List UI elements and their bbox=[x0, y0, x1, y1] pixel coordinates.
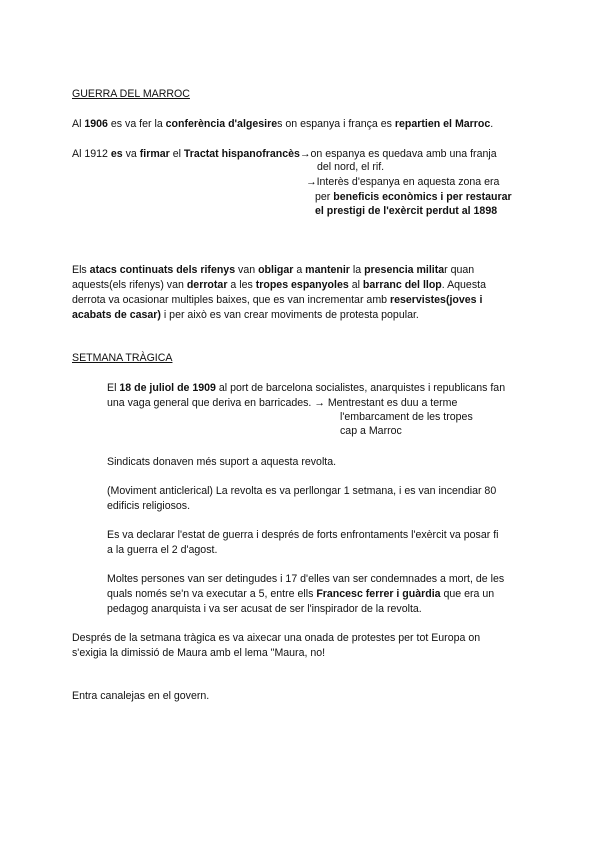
paragraph-tractat-line5: el prestigi de l'exèrcit perdut al 1898 bbox=[315, 205, 498, 217]
paragraph-vaga-line1: El 18 de juliol de 1909 al port de barcelona socialistes, anarquistes i republicans fan bbox=[107, 382, 506, 394]
paragraph-protestes-line1: Després de la setmana tràgica es va aixecar una onada de protestes per tot Europa on bbox=[72, 632, 481, 644]
paragraph-anticlerical-line2: edificis religiosos. bbox=[107, 500, 191, 512]
paragraph-vaga-line2: una vaga general que deriva en barricades. → Mentrestant es duu a terme bbox=[107, 397, 458, 409]
heading-guerra-del-marroc: GUERRA DEL MARROC bbox=[72, 88, 190, 100]
paragraph-sindicats: Sindicats donaven més suport a aquesta revolta. bbox=[107, 456, 337, 468]
paragraph-conferencia: Al 1906 es va fer la conferència d'algesires on espanya i frança es repartien el Marroc. bbox=[72, 118, 494, 130]
paragraph-estat-guerra-line1: Es va declarar l'estat de guerra i després de forts enfrontaments l'exèrcit va posar fi bbox=[107, 529, 499, 541]
paragraph-rifenys-line4: acabats de casar) i per això es van crear moviments de protesta popular. bbox=[72, 309, 419, 321]
paragraph-tractat-line3: →Interès d'espanya en aquesta zona era bbox=[306, 176, 500, 188]
paragraph-rifenys-line1: Els atacs continuats dels rifenys van obligar a mantenir la presencia militar quan bbox=[72, 264, 475, 276]
paragraph-anticlerical-line1: (Moviment anticlerical) La revolta es va perllongar 1 setmana, i es van incendiar 80 bbox=[107, 485, 497, 497]
paragraph-detingudes-line2: quals només se'n va executar a 5, entre ells Francesc ferrer i guàrdia que era un bbox=[107, 588, 495, 600]
paragraph-vaga-line3: l'embarcament de les tropes bbox=[340, 411, 473, 423]
paragraph-protestes-line2: s'exigia la dimissió de Maura amb el lema "Maura, no! bbox=[72, 647, 326, 659]
heading-setmana-tragica: SETMANA TRÀGICA bbox=[72, 352, 173, 364]
paragraph-rifenys-line3: derrota va ocasionar multiples baixes, que es van incrementar amb reservistes(joves i bbox=[72, 294, 483, 306]
paragraph-tractat-line4: per beneficis econòmics i per restaurar bbox=[315, 191, 512, 203]
paragraph-tractat-line2: del nord, el rif. bbox=[317, 161, 385, 173]
paragraph-rifenys-line2: aquests(els rifenys) van derrotar a les tropes espanyoles al barranc del llop. Aquesta bbox=[72, 279, 486, 291]
paragraph-vaga-line4: cap a Marroc bbox=[340, 425, 402, 437]
paragraph-detingudes-line1: Moltes persones van ser detingudes i 17 d'elles van ser condemnades a mort, de les bbox=[107, 573, 505, 585]
paragraph-tractat-line1: Al 1912 es va firmar el Tractat hispanofrancès→on espanya es quedava amb una franja bbox=[72, 148, 497, 160]
paragraph-estat-guerra-line2: a la guerra el 2 d'agost. bbox=[107, 544, 218, 556]
paragraph-canalejas: Entra canalejas en el govern. bbox=[72, 690, 210, 702]
paragraph-detingudes-line3: pedagog anarquista i va ser acusat de ser l'inspirador de la revolta. bbox=[107, 603, 422, 615]
